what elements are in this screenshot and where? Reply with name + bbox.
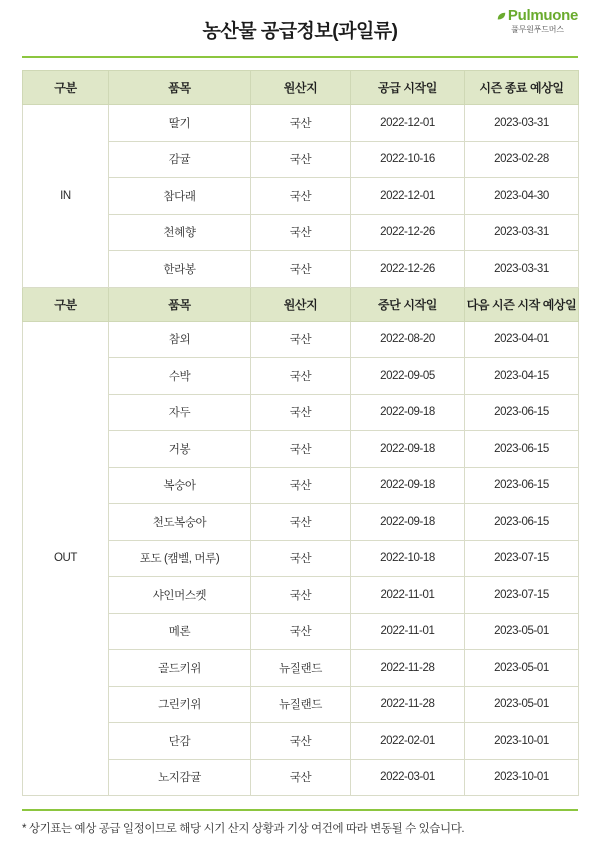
column-header-start: 중단 시작일 (351, 287, 465, 321)
cell-end: 2023-06-15 (465, 394, 579, 431)
cell-end: 2023-03-31 (465, 251, 579, 288)
cell-start: 2022-11-28 (351, 650, 465, 687)
cell-start: 2022-11-28 (351, 686, 465, 723)
page-title: 농산물 공급정보(과일류) (202, 20, 398, 42)
cell-origin: 국산 (251, 178, 351, 215)
group-label-in: IN (23, 105, 109, 288)
cell-item: 거봉 (109, 431, 251, 468)
cell-end: 2023-03-31 (465, 214, 579, 251)
cell-origin: 국산 (251, 467, 351, 504)
column-header-item: 품목 (109, 287, 251, 321)
table-header-row-in (23, 71, 579, 105)
column-header-item: 품목 (109, 71, 251, 105)
cell-start: 2022-12-26 (351, 214, 465, 251)
cell-origin: 국산 (251, 504, 351, 541)
cell-end: 2023-04-15 (465, 358, 579, 395)
cell-end: 2023-04-30 (465, 178, 579, 215)
cell-origin: 국산 (251, 105, 351, 142)
cell-start: 2022-11-01 (351, 613, 465, 650)
footer-divider (22, 809, 578, 811)
column-header-start: 공급 시작일 (351, 71, 465, 105)
cell-item: 참다래 (109, 178, 251, 215)
cell-start: 2022-10-16 (351, 141, 465, 178)
cell-start: 2022-09-18 (351, 467, 465, 504)
table-row (23, 321, 579, 358)
supply-table (22, 70, 579, 796)
column-header-end: 시즌 종료 예상일 (465, 71, 579, 105)
cell-origin: 국산 (251, 577, 351, 614)
cell-end: 2023-06-15 (465, 431, 579, 468)
cell-end: 2023-04-01 (465, 321, 579, 358)
cell-origin: 국산 (251, 431, 351, 468)
cell-end: 2023-10-01 (465, 759, 579, 796)
cell-start: 2022-11-01 (351, 577, 465, 614)
cell-start: 2022-12-26 (351, 251, 465, 288)
cell-item: 그린키위 (109, 686, 251, 723)
cell-end: 2023-03-31 (465, 105, 579, 142)
column-header-group: 구분 (23, 287, 109, 321)
cell-start: 2022-12-01 (351, 105, 465, 142)
cell-origin: 국산 (251, 214, 351, 251)
cell-start: 2022-10-18 (351, 540, 465, 577)
cell-item: 참외 (109, 321, 251, 358)
brand-logo (497, 8, 578, 34)
cell-item: 메론 (109, 613, 251, 650)
cell-origin: 뉴질랜드 (251, 686, 351, 723)
table-header-row-out (23, 287, 579, 321)
cell-item: 감귤 (109, 141, 251, 178)
cell-end: 2023-05-01 (465, 650, 579, 687)
group-label-out: OUT (23, 321, 109, 796)
cell-start: 2022-09-18 (351, 394, 465, 431)
cell-item: 한라봉 (109, 251, 251, 288)
cell-end: 2023-05-01 (465, 686, 579, 723)
cell-origin: 국산 (251, 540, 351, 577)
cell-end: 2023-07-15 (465, 540, 579, 577)
cell-origin: 국산 (251, 141, 351, 178)
cell-origin: 뉴질랜드 (251, 650, 351, 687)
cell-item: 수박 (109, 358, 251, 395)
supply-table-wrap (0, 58, 600, 796)
column-header-end: 다음 시즌 시작 예상일 (465, 287, 579, 321)
cell-end: 2023-06-15 (465, 504, 579, 541)
leaf-icon (497, 12, 506, 21)
cell-end: 2023-02-28 (465, 141, 579, 178)
cell-item: 천혜향 (109, 214, 251, 251)
cell-item: 단감 (109, 723, 251, 760)
cell-end: 2023-06-15 (465, 467, 579, 504)
cell-start: 2022-12-01 (351, 178, 465, 215)
cell-start: 2022-09-18 (351, 504, 465, 541)
cell-origin: 국산 (251, 759, 351, 796)
cell-origin: 국산 (251, 723, 351, 760)
cell-item: 골드키위 (109, 650, 251, 687)
brand-name: Pulmuone (507, 7, 578, 24)
cell-start: 2022-08-20 (351, 321, 465, 358)
cell-item: 자두 (109, 394, 251, 431)
cell-end: 2023-05-01 (465, 613, 579, 650)
cell-item: 복숭아 (109, 467, 251, 504)
cell-end: 2023-10-01 (465, 723, 579, 760)
header-divider (22, 56, 578, 58)
cell-item: 샤인머스켓 (109, 577, 251, 614)
cell-origin: 국산 (251, 394, 351, 431)
cell-origin: 국산 (251, 321, 351, 358)
table-row (23, 105, 579, 142)
brand-name-wrap (497, 8, 578, 25)
cell-origin: 국산 (251, 251, 351, 288)
cell-start: 2022-09-18 (351, 431, 465, 468)
cell-origin: 국산 (251, 358, 351, 395)
cell-start: 2022-02-01 (351, 723, 465, 760)
cell-item: 포도 (캠벨, 머루) (109, 540, 251, 577)
column-header-origin: 원산지 (251, 71, 351, 105)
footnote-text: * 상기표는 예상 공급 일정이므로 해당 시기 산지 상황과 기상 여건에 따라 변동될 수 있습니다. (22, 823, 465, 835)
cell-item: 노지감귤 (109, 759, 251, 796)
cell-start: 2022-03-01 (351, 759, 465, 796)
footnote-area (0, 809, 600, 849)
column-header-origin: 원산지 (251, 287, 351, 321)
cell-origin: 국산 (251, 613, 351, 650)
column-header-group: 구분 (23, 71, 109, 105)
brand-tagline: 풀무원푸드머스 (511, 24, 564, 34)
cell-item: 딸기 (109, 105, 251, 142)
cell-start: 2022-09-05 (351, 358, 465, 395)
cell-end: 2023-07-15 (465, 577, 579, 614)
cell-item: 천도복숭아 (109, 504, 251, 541)
document-header (0, 0, 600, 58)
